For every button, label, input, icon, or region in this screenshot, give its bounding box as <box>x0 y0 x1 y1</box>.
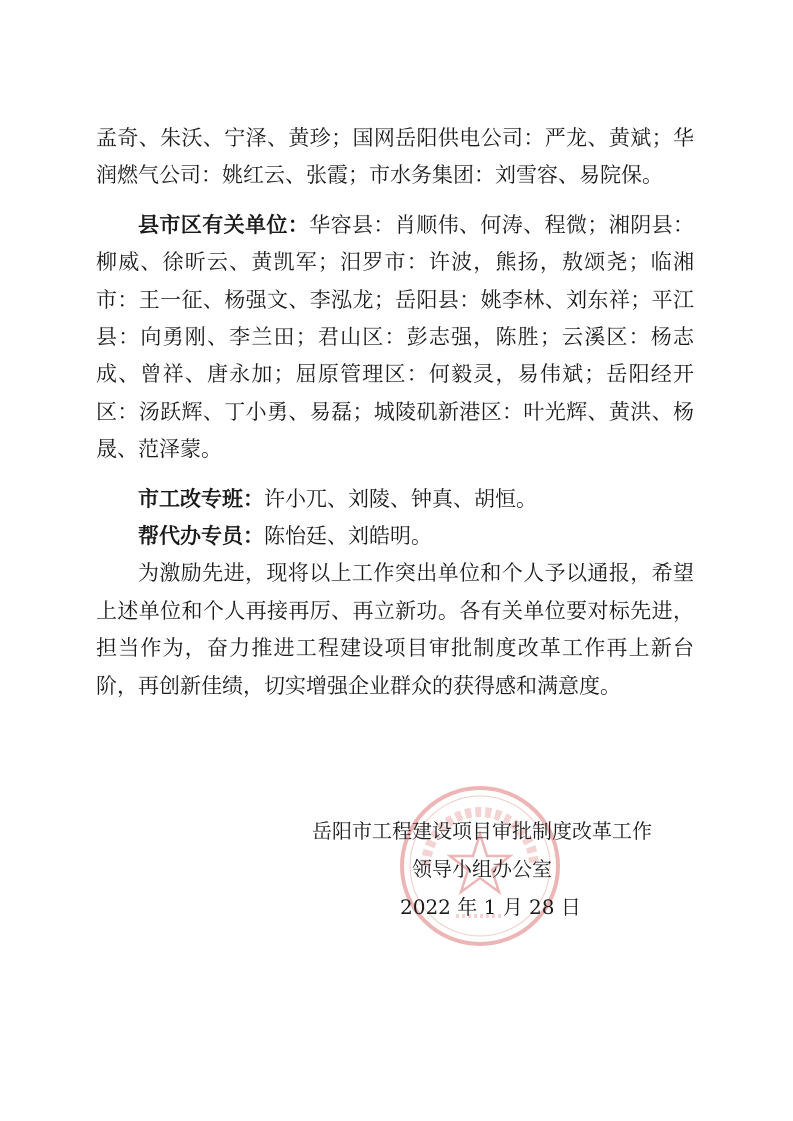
paragraph-label: 帮代办专员： <box>138 524 264 549</box>
paragraph-county-units <box>96 207 694 469</box>
paragraph-agents <box>96 518 694 555</box>
issuing-organization: 岳阳市工程建设项目审批制度改革工作 <box>312 819 652 843</box>
issuing-office: 领导小组办公室 <box>412 857 552 881</box>
signature-block <box>300 812 700 926</box>
paragraph-task-force <box>96 481 694 518</box>
paragraph-text: 孟奇、朱沃、宁泽、黄珍；国网岳阳供电公司：严龙、黄斌；华润燃气公司：姚红云、张霞；市水务集团：刘雪容、易院保。 <box>96 126 694 188</box>
paragraph-label: 市工改专班： <box>138 486 264 511</box>
paragraph-label: 县市区有关单位： <box>138 212 310 237</box>
paragraph-text: 许小兀、刘陵、钟真、胡恒。 <box>264 486 537 511</box>
paragraph-text: 陈怡廷、刘皓明。 <box>264 524 432 549</box>
paragraph-text: 华容县：肖顺伟、何涛、程微；湘阴县：柳威、徐昕云、黄凯军；汨罗市：许波，熊扬，敖颂尧；临湘市：王一征、杨强文、李泓龙；岳阳县：姚李林、刘东祥；平江县：向勇刚、李兰田；君山区：彭志强，陈胜；云溪区：杨志成、曾祥、唐永加；屈原管理区：何毅灵，易伟斌；岳阳经开区：汤跃辉、丁小勇、易磊；城陵矶新港区：叶光辉、黄洪、杨晟、范泽蒙。 <box>96 212 695 462</box>
issue-date: 2022 年 1 月 28 日 <box>400 895 581 919</box>
paragraph-conclusion <box>96 555 694 705</box>
paragraph-text: 为激励先进，现将以上工作突出单位和个人予以通报，希望上述单位和个人再接再厉、再立新功。各有关单位要对标先进，担当作为，奋力推进工程建设项目审批制度改革工作再上新台阶，再创新佳绩，切实增强企业群众的获得感和满意度。 <box>96 561 694 698</box>
paragraph-units-list <box>96 120 694 195</box>
document-body <box>96 120 694 705</box>
